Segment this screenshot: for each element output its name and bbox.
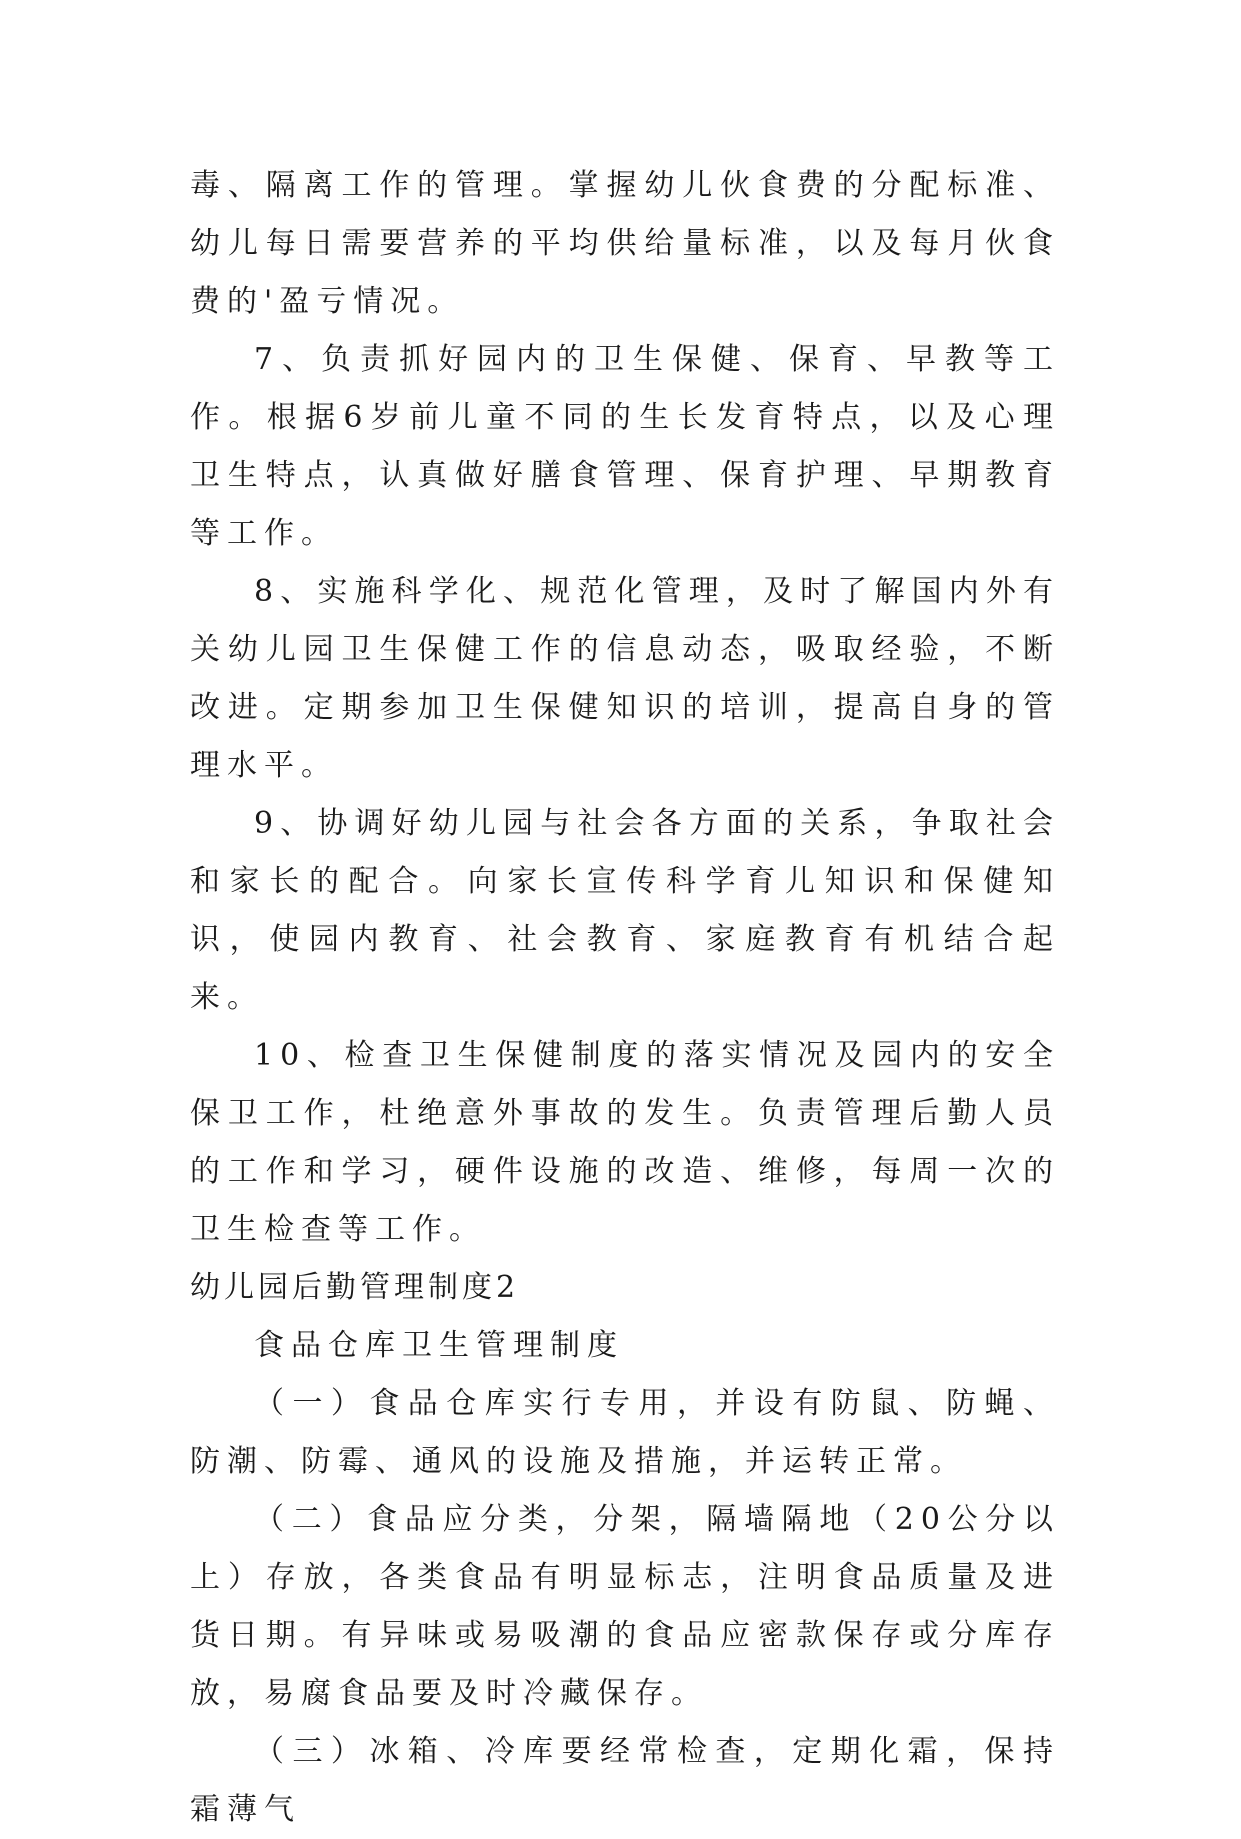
paragraph-continued: 毒、隔离工作的管理。掌握幼儿伙食费的分配标准、幼儿每日需要营养的平均供给量标准，以及每月伙食费的'盈亏情况。 xyxy=(190,168,1060,319)
rule-item-1: （一）食品仓库实行专用，并设有防鼠、防蝇、防潮、防霉、通风的设施及措施，并运转正常。 xyxy=(190,1386,1060,1479)
paragraph-item-10: 10、检查卫生保健制度的落实情况及园内的安全保卫工作，杜绝意外事故的发生。负责管理后勤人员的工作和学习，硬件设施的改造、维修，每周一次的卫生检查等工作。 xyxy=(190,1038,1060,1247)
paragraph-item-7: 7、负责抓好园内的卫生保健、保育、早教等工作。根据6岁前儿童不同的生长发育特点，以及心理卫生特点，认真做好膳食管理、保育护理、早期教育等工作。 xyxy=(190,342,1060,551)
rule-item-2: （二）食品应分类，分架，隔墙隔地（20公分以上）存放，各类食品有明显标志，注明食品质量及进货日期。有异味或易吸潮的食品应密款保存或分库存放，易腐食品要及时冷藏保存。 xyxy=(190,1502,1060,1711)
section-title: 幼儿园后勤管理制度2 xyxy=(190,1270,520,1305)
paragraph-item-9: 9、协调好幼儿园与社会各方面的关系，争取社会和家长的配合。向家长宣传科学育儿知识和保健知识，使园内教育、社会教育、家庭教育有机结合起来。 xyxy=(190,806,1060,1015)
subsection-title: 食品仓库卫生管理制度 xyxy=(254,1328,624,1363)
rule-item-3: （三）冰箱、冷库要经常检查，定期化霜，保持霜薄气 xyxy=(190,1734,1060,1827)
paragraph-item-8: 8、实施科学化、规范化管理，及时了解国内外有关幼儿园卫生保健工作的信息动态，吸取经验，不断改进。定期参加卫生保健知识的培训，提高自身的管理水平。 xyxy=(190,574,1060,783)
document-body xyxy=(190,157,1060,1839)
